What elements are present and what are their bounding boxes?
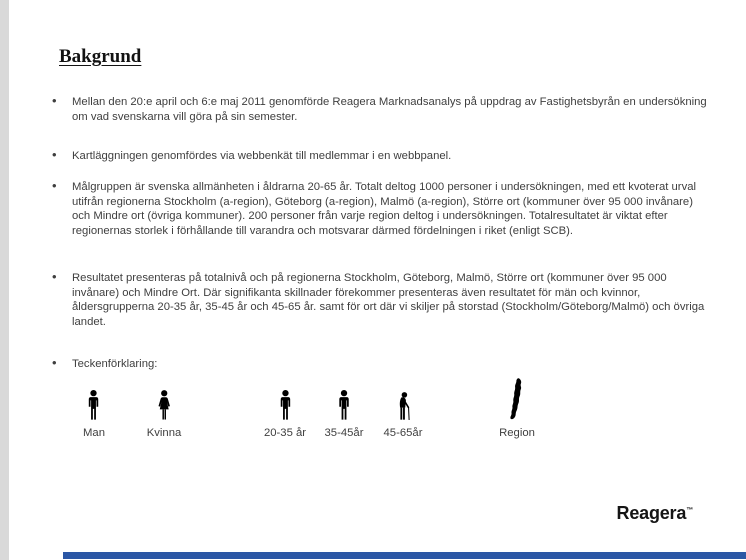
legend-icon-box [277,374,292,420]
bullet-item [50,95,712,124]
man-icon [86,390,101,420]
bullet-marker: • [52,178,57,193]
adult-person-icon [336,390,351,420]
bullet-text: Resultatet presenteras på totalnivå och på regionerna Stockholm, Göteborg, Malmö, Större ort (kommuner över 95 000 invånare) och Mindre Ort. Där signifikanta skillnader förekommer presenteras även resultatet för män och kvinnor, åldersgrupperna 20-35 år, 35-45 år och 45-65 år. samt för ort där vi skiljer på storstad (Stockholm/Göteborg/Malmö) och övriga landet. [72,272,705,328]
legend-icon-box [508,374,526,420]
page-title: Bakgrund [59,46,142,67]
legend-label: 20-35 år [263,427,307,439]
bullet-item [50,180,712,238]
woman-icon [155,390,172,420]
senior-person-icon [393,391,412,420]
bullet-text: Kartläggningen genomfördes via webbenkät till medlemmar i en webbpanel. [72,150,452,162]
bullet-item [50,271,712,329]
bottom-accent-bar [63,552,746,559]
sweden-map-icon [508,378,526,420]
bullet-text: Teckenförklaring: [72,358,158,370]
bullet-text: Målgruppen är svenska allmänheten i åldrarna 20-65 år. Totalt deltog 1000 personer i undersökningen, med ett kvoterat urval utifrån regionerna Stockholm (a-region), Göteborg (a-region), Malmö (a-region), Större ort (kommuner över 95 000 invånare) och Mindre ort (övriga kommuner). 200 personer från varje region deltog i undersökningen. Totalresultatet är viktat efter regionernas storlek i förhållande till varandra och motsvarar därmed fördelningen i riket (enligt SCB). [72,181,697,237]
legend-label: 45-65år [383,427,423,439]
legend-label: Man [83,427,105,439]
reagera-logo [617,503,693,524]
legend-label: Kvinna [146,427,182,439]
legend-item-kvinna [147,374,182,439]
bullet-item [50,149,712,164]
adult-person-icon [277,390,292,420]
bullet-item [50,357,712,372]
legend-item-age-35-45 [325,374,364,439]
bullet-marker: • [52,269,57,284]
brand-text: Reagera [616,503,687,523]
bullet-marker: • [52,355,57,370]
legend-label: 35-45år [324,427,364,439]
trademark-symbol: ™ [686,507,693,514]
legend-item-age-20-35 [264,374,306,439]
legend [0,374,746,454]
legend-icon-box [393,374,412,420]
legend-item-man [83,374,105,439]
left-edge-strip [0,0,9,560]
legend-item-region [499,374,535,439]
bullet-marker: • [52,93,57,108]
legend-icon-box [86,374,101,420]
legend-item-age-45-65 [384,374,423,439]
legend-label: Region [499,427,535,439]
bullet-text: Mellan den 20:e april och 6:e maj 2011 genomförde Reagera Marknadsanalys på uppdrag av Fastighetsbyrån en undersökning om vad svenskarna vill göra på sin semester. [72,96,707,123]
legend-icon-box [155,374,172,420]
legend-icon-box [336,374,351,420]
bullet-marker: • [52,147,57,162]
